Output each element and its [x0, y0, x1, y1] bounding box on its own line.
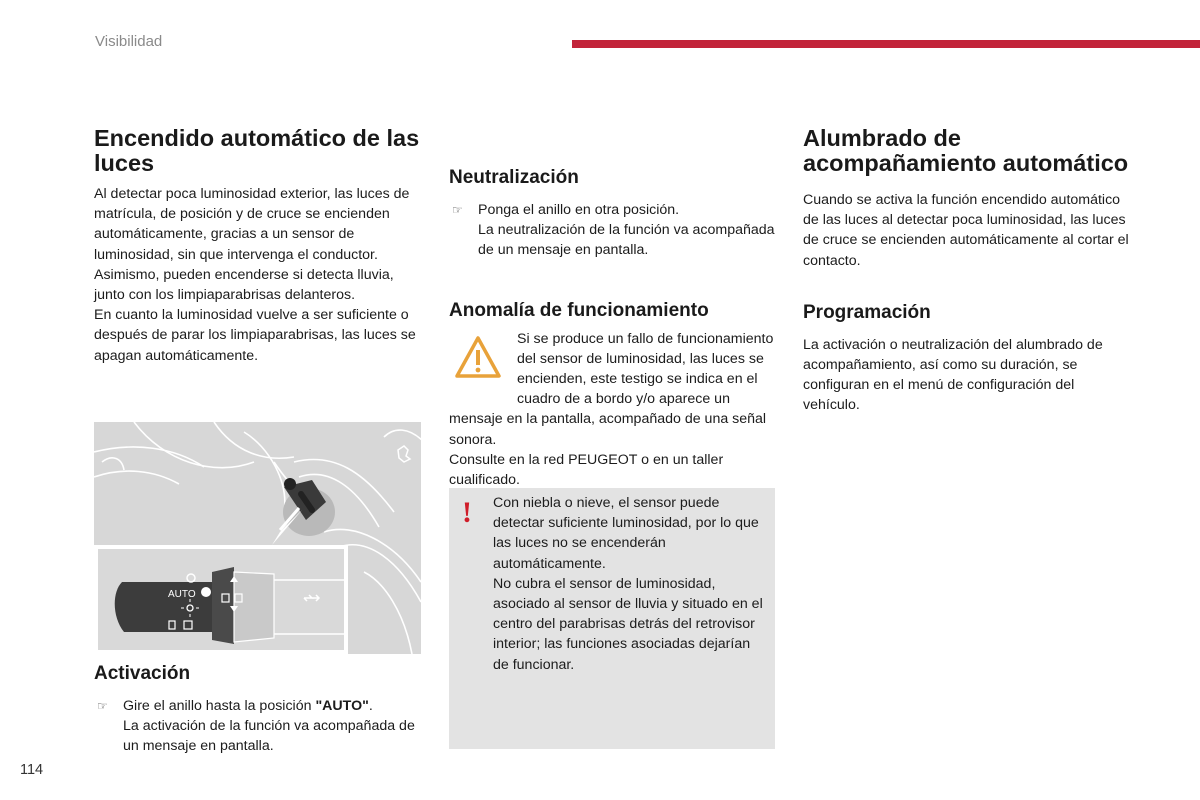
note-text-1: Con niebla o nieve, el sensor puede detectar suficiente luminosidad, por lo que las luces no se encenderán automáticamente. [493, 495, 759, 572]
neutralization-line2: La neutralización de la función va acompañada de un mensaje en pantalla. [478, 222, 775, 259]
neutralization-step [449, 200, 779, 261]
finger-pointer-icon: ☞ [97, 699, 108, 713]
programming-heading: Programación [803, 301, 931, 323]
anomaly-block [449, 329, 779, 491]
auto-label: AUTO [168, 589, 196, 600]
warning-triangle-icon [455, 335, 501, 379]
finger-pointer-icon: ☞ [452, 203, 463, 217]
auto-lighting-paragraph-1: Al detectar poca luminosidad exterior, las luces de matrícula, de posición y de cruce se encienden automáticamente, gracias a un sensor de luminosidad, sin que intervenga el conductor. Asimismo, pueden encenderse si detecta lluvia, junto con los limpiaparabrisas delanteros. [94, 186, 410, 304]
column-neutralization [449, 166, 779, 490]
page-number: 114 [20, 762, 44, 778]
activation-line2: La activación de la función va acompañada de un mensaje en pantalla. [123, 718, 415, 755]
anomaly-text-2: Consulte en la red PEUGEOT o en un taller cualificado. [449, 451, 724, 489]
activation-text-post: . [368, 698, 373, 714]
follow-me-home-paragraph: Cuando se activa la función encendido automático de las luces al detectar poca luminosidad, las luces de cruce se encienden automáticamente al cortar el contacto. [803, 192, 1129, 269]
light-stalk-illustration [94, 422, 421, 654]
warning-note-box [449, 488, 775, 749]
light-stalk-drawing [94, 422, 421, 654]
activation-section [94, 662, 424, 757]
activation-heading: Activación [94, 663, 191, 684]
anomaly-heading: Anomalía de funcionamiento [449, 299, 709, 321]
column-follow-me-home [803, 126, 1133, 416]
auto-lighting-paragraph-2: En cuanto la luminosidad vuelve a ser suficiente o después de parar los limpiaparabrisas, las luces se apagan automáticamente. [94, 307, 416, 364]
follow-me-home-title: Alumbrado de acompañamiento automático [803, 125, 1129, 176]
column-auto-lighting [94, 126, 424, 366]
note-text-2: No cubra el sensor de luminosidad, asociado al sensor de lluvia y situado en el centro del parabrisas detrás del retrovisor interior; las funciones asociadas dejarían de funcionar. [493, 575, 763, 673]
programming-paragraph: La activación o neutralización del alumbrado de acompañamiento, así como su duración, se configuran en el menú de configuración del vehículo. [803, 336, 1103, 414]
activation-auto-bold: "AUTO" [315, 698, 369, 714]
neutralization-heading: Neutralización [449, 167, 579, 188]
auto-lighting-title: Encendido automático de las luces [94, 125, 420, 176]
activation-step [94, 696, 424, 757]
neutralization-line1: Ponga el anillo en otra posición. [478, 202, 680, 218]
anomaly-text: Si se produce un fallo de funcionamiento del sensor de luminosidad, las luces se encienden, este testigo se indica en el cuadro de a bordo y/o aparece un mensaje en la pantalla, acompañado de una señal sonora. [449, 330, 774, 448]
activation-text-pre: Gire el anillo hasta la posición [123, 698, 316, 714]
header-accent-bar [572, 40, 1200, 48]
section-label: Visibilidad [95, 33, 163, 50]
exclamation-icon: ! [462, 496, 472, 529]
